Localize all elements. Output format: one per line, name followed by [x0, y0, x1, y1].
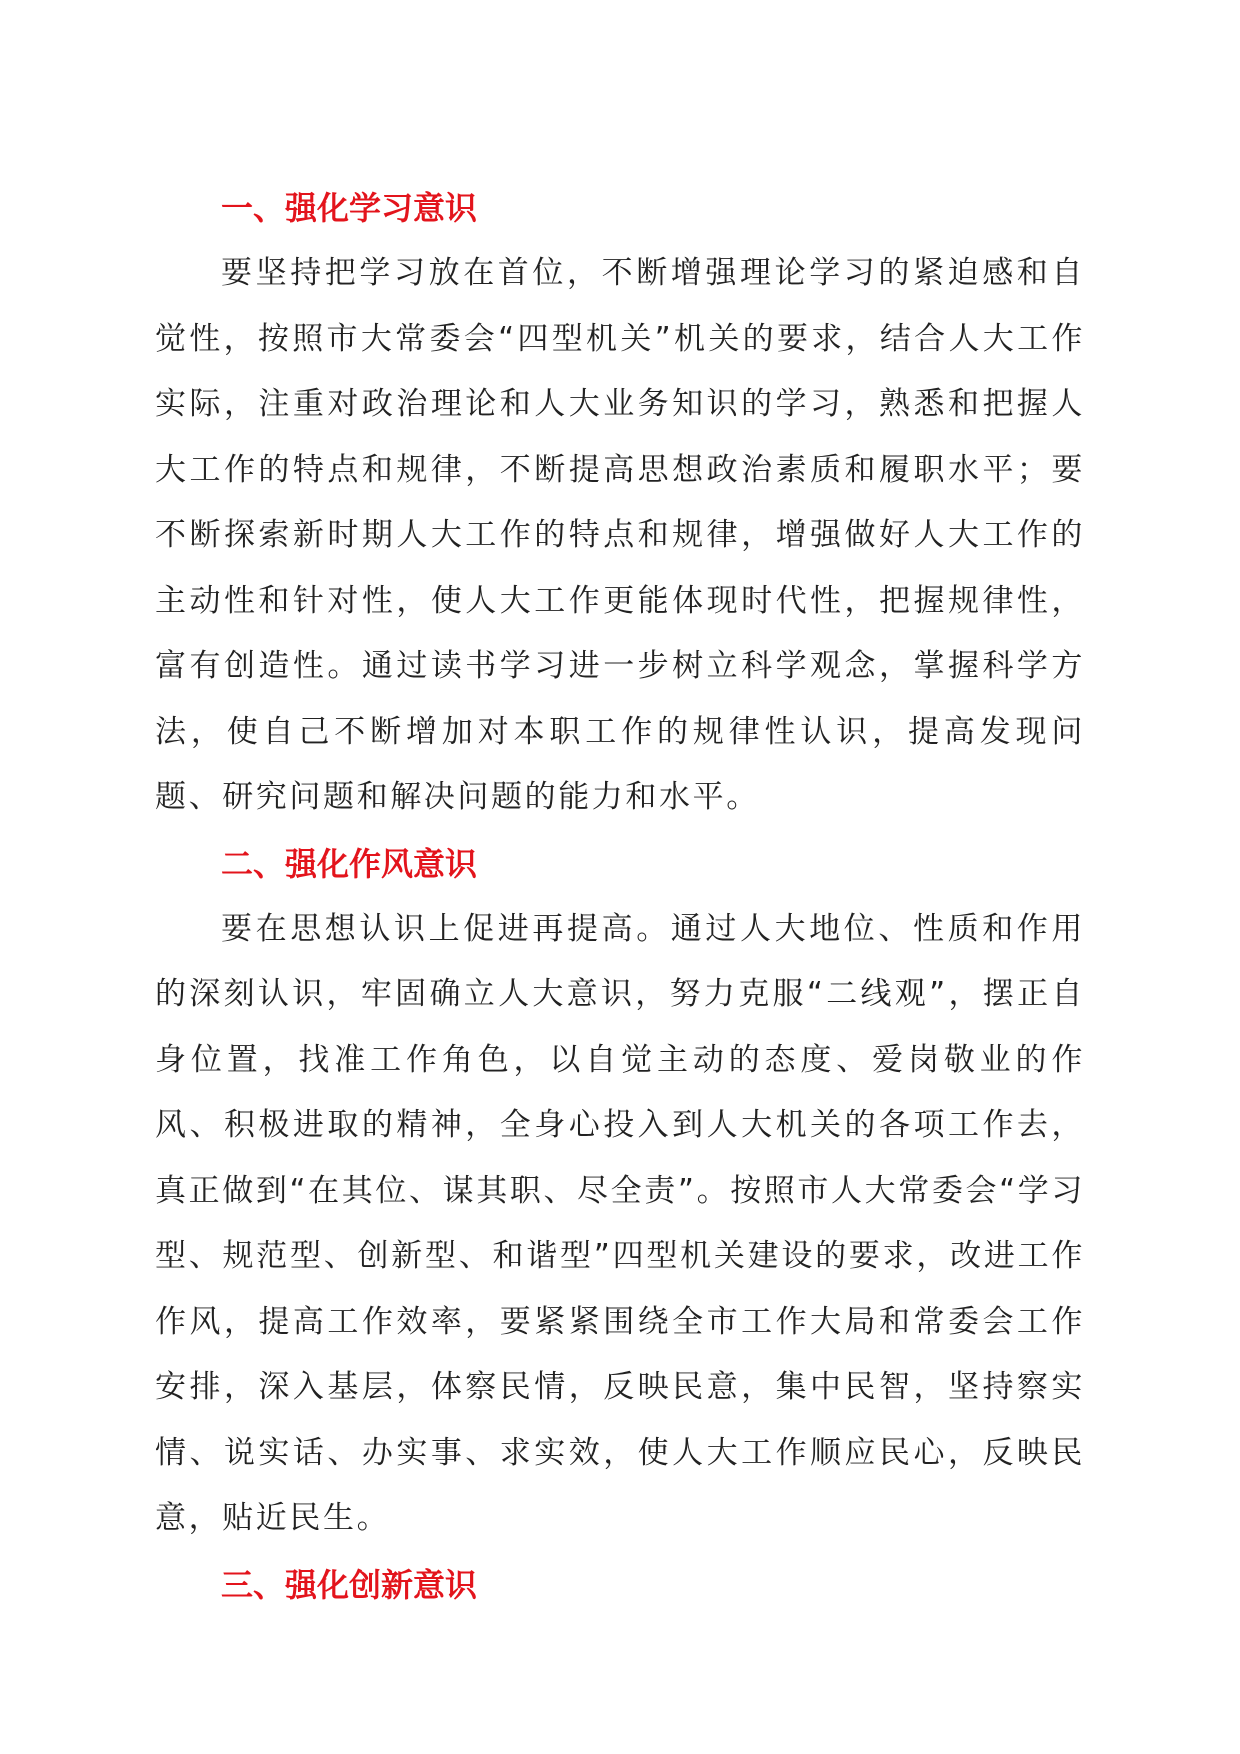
- section-heading-innovation: 三、强化创新意识: [221, 1565, 478, 1604]
- section-paragraph-learning: 要坚持把学习放在首位，不断增强理论学习的紧迫感和自觉性，按照市大常委会“四型机关”机关的要求，结合人大工作实际，注重对政治理论和人大业务知识的学习，熟悉和把握人大工作的特点和规律，不断提高思想政治素质和履职水平；要不断探索新时期人大工作的特点和规律，增强做好人大工作的主动性和针对性，使人大工作更能体现时代性，把握规律性，富有创造性。通过读书学习进一步树立科学观念，掌握科学方法，使自己不断增加对本职工作的规律性认识，提高发现问题、研究问题和解决问题的能力和水平。: [155, 255, 1085, 815]
- document-body: [155, 175, 1085, 1618]
- section-heading-learning: 一、强化学习意识: [221, 189, 478, 227]
- section-paragraph-work-style: 要在思想认识上促进再提高。通过人大地位、性质和作用的深刻认识，牢固确立人大意识，努力克服“二线观”，摆正自身位置，找准工作角色，以自觉主动的态度、爱岗敬业的作风、积极进取的精神，全身心投入到人大机关的各项工作去，真正做到“在其位、谋其职、尽全责”。按照市人大常委会“学习型、规范型、创新型、和谐型”四型机关建设的要求，改进工作作风，提高工作效率，要紧紧围绕全市工作大局和常委会工作安排，深入基层，体察民情，反映民意，集中民智，坚持察实情、说实话、办实事、求实效，使人大工作顺应民心，反映民意，贴近民生。: [155, 910, 1085, 1536]
- section-heading-work-style: 二、强化作风意识: [221, 844, 478, 883]
